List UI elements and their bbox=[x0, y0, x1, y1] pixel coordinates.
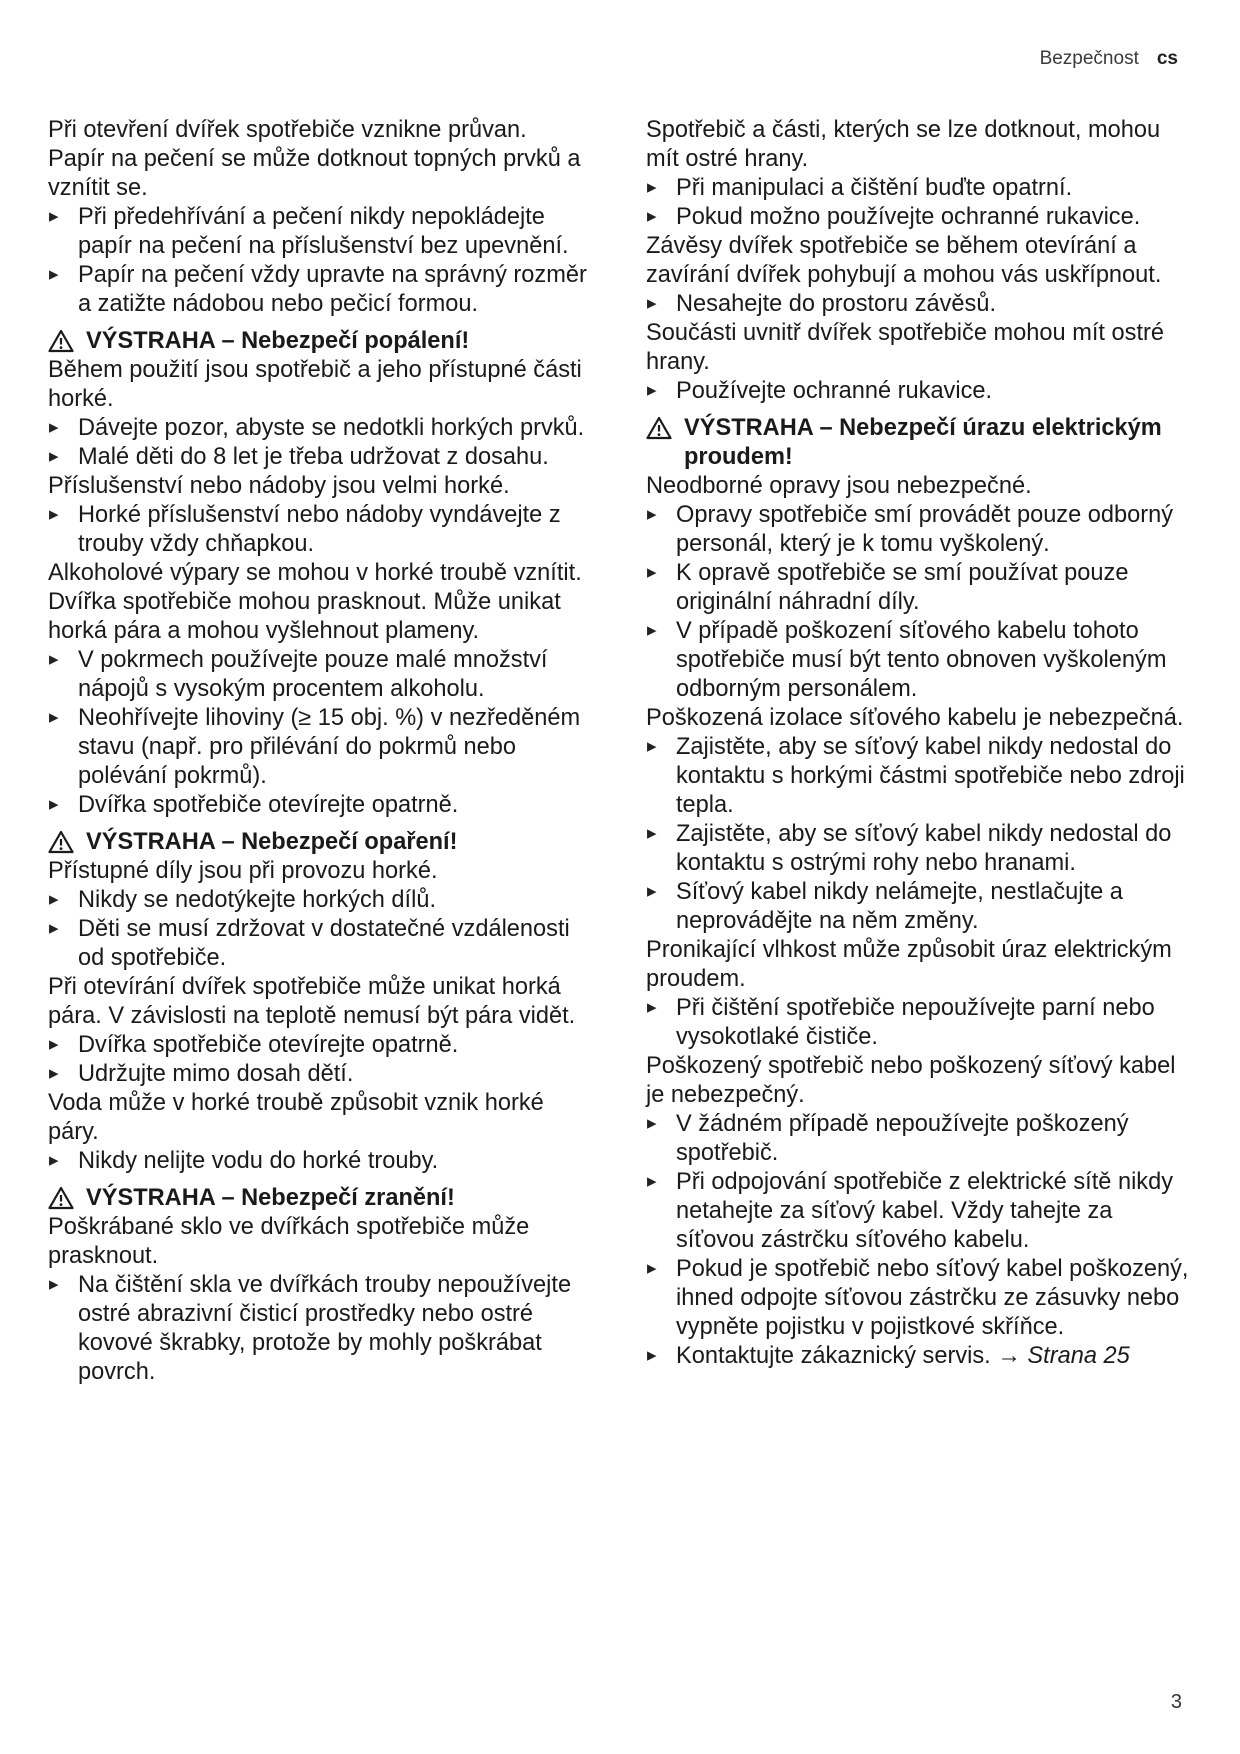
list-item bbox=[646, 1342, 1191, 1371]
warning-icon bbox=[646, 416, 672, 440]
list-item-text: Neohřívejte lihoviny (≥ 15 obj. %) v nezředěném stavu (např. pro přilévání do pokrmů nebo polévání pokrmů). bbox=[78, 705, 581, 789]
list-item-text: Nesahejte do prostoru závěsů. bbox=[676, 291, 997, 317]
paragraph: Při otevření dvířek spotřebiče vznikne průvan. Papír na pečení se může dotknout topných prvků a vznítit se. bbox=[48, 117, 581, 201]
right-column bbox=[646, 116, 1191, 1371]
list-item-text: V pokrmech používejte pouze malé množství nápojů s vysokým procentem alkoholu. bbox=[78, 647, 548, 702]
list-item bbox=[48, 501, 588, 559]
paragraph: Poškozená izolace síťového kabelu je nebezpečná. bbox=[646, 705, 1184, 731]
list-item bbox=[48, 1060, 588, 1089]
list-item bbox=[48, 1147, 588, 1176]
list-item-text: Pokud možno používejte ochranné rukavice. bbox=[676, 204, 1141, 230]
list-item-text: Udržujte mimo dosah dětí. bbox=[78, 1061, 354, 1087]
paragraph: Během použití jsou spotřebič a jeho přístupné části horké. bbox=[48, 357, 582, 412]
list-item bbox=[48, 261, 588, 319]
list-item bbox=[48, 915, 588, 973]
list-item bbox=[48, 1031, 588, 1060]
list-item-text: Zajistěte, aby se síťový kabel nikdy nedostal do kontaktu s horkými částmi spotřebiče nebo zdroji tepla. bbox=[676, 734, 1185, 818]
warning-heading-text: VÝSTRAHA – Nebezpečí zranění! bbox=[86, 1185, 455, 1211]
paragraph: Voda může v horké troubě způsobit vznik horké páry. bbox=[48, 1090, 544, 1145]
list-item bbox=[646, 203, 1191, 232]
warning-heading bbox=[48, 327, 588, 356]
list-item-text: Papír na pečení vždy upravte na správný rozměr a zatižte nádobou nebo pečicí formou. bbox=[78, 262, 587, 317]
warning-icon bbox=[48, 329, 74, 353]
list-item bbox=[646, 174, 1191, 203]
paragraph: Neodborné opravy jsou nebezpečné. bbox=[646, 473, 1032, 499]
list-item bbox=[646, 559, 1191, 617]
warning-heading bbox=[48, 1184, 588, 1213]
paragraph: Pronikající vlhkost může způsobit úraz elektrickým proudem. bbox=[646, 937, 1172, 992]
list-item-text: V žádném případě nepoužívejte poškozený spotřebič. bbox=[676, 1111, 1129, 1166]
list-item bbox=[646, 290, 1191, 319]
list-item bbox=[646, 994, 1191, 1052]
list-item-text: K opravě spotřebiče se smí používat pouze originální náhradní díly. bbox=[676, 560, 1129, 615]
list-item-text: V případě poškození síťového kabelu tohoto spotřebiče musí být tento obnoven vyškoleným odborným personálem. bbox=[676, 618, 1167, 702]
list-item-text: Při předehřívání a pečení nikdy nepokládejte papír na pečení na příslušenství bez upevnění. bbox=[78, 204, 569, 259]
list-item-text: Při manipulaci a čištění buďte opatrní. bbox=[676, 175, 1073, 201]
list-item bbox=[646, 1168, 1191, 1255]
page-reference-link[interactable]: → Strana 25 bbox=[997, 1343, 1130, 1369]
warning-heading-text: VÝSTRAHA – Nebezpečí opaření! bbox=[86, 829, 458, 855]
list-item-text: Dávejte pozor, abyste se nedotkli horkých prvků. bbox=[78, 415, 585, 441]
list-item bbox=[646, 878, 1191, 936]
list-item bbox=[646, 617, 1191, 704]
list-item-text: Malé děti do 8 let je třeba udržovat z dosahu. bbox=[78, 444, 549, 470]
list-item bbox=[646, 1110, 1191, 1168]
list-item-text: Kontaktujte zákaznický servis. bbox=[676, 1343, 991, 1369]
list-item bbox=[48, 1271, 588, 1387]
list-item bbox=[646, 733, 1191, 820]
list-item-text: Horké příslušenství nebo nádoby vyndávejte z trouby vždy chňapkou. bbox=[78, 502, 561, 557]
list-item bbox=[48, 414, 588, 443]
paragraph: Přístupné díly jsou při provozu horké. bbox=[48, 858, 438, 884]
paragraph: Příslušenství nebo nádoby jsou velmi horké. bbox=[48, 473, 510, 499]
paragraph: Spotřebič a části, kterých se lze dotknout, mohou mít ostré hrany. bbox=[646, 117, 1161, 172]
list-item bbox=[48, 791, 588, 820]
list-item bbox=[48, 203, 588, 261]
list-item-text: Při odpojování spotřebiče z elektrické sítě nikdy netahejte za síťový kabel. Vždy tahejte za síťovou zástrčku síťového kabelu. bbox=[676, 1169, 1174, 1253]
paragraph: Při otevírání dvířek spotřebiče může unikat horká pára. V závislosti na teplotě nemusí být pára vidět. bbox=[48, 974, 576, 1029]
warning-heading bbox=[646, 414, 1191, 472]
list-item-text: Zajistěte, aby se síťový kabel nikdy nedostal do kontaktu s ostrými rohy nebo hranami. bbox=[676, 821, 1172, 876]
list-item-text: Dvířka spotřebiče otevírejte opatrně. bbox=[78, 792, 459, 818]
paragraph: Poškozený spotřebič nebo poškozený síťový kabel je nebezpečný. bbox=[646, 1053, 1176, 1108]
list-item bbox=[48, 886, 588, 915]
list-item bbox=[646, 1255, 1191, 1342]
list-item bbox=[646, 501, 1191, 559]
page-header bbox=[1040, 48, 1178, 70]
list-item-text: Na čištění skla ve dvířkách trouby nepoužívejte ostré abrazivní čisticí prostředky nebo ostré kovové škrabky, protože by mohly poškrábat povrch. bbox=[78, 1272, 572, 1385]
list-item bbox=[646, 820, 1191, 878]
list-item-text: Nikdy nelijte vodu do horké trouby. bbox=[78, 1148, 439, 1174]
paragraph: Součásti uvnitř dvířek spotřebiče mohou mít ostré hrany. bbox=[646, 320, 1164, 375]
list-item bbox=[48, 704, 588, 791]
list-item-text: Děti se musí zdržovat v dostatečné vzdálenosti od spotřebiče. bbox=[78, 916, 570, 971]
warning-heading bbox=[48, 828, 588, 857]
section-title: Bezpečnost bbox=[1039, 48, 1139, 69]
list-item-text: Pokud je spotřebič nebo síťový kabel poškozený, ihned odpojte síťovou zástrčku ze zásuvky nebo vypněte pojistku v pojistkové skříňce. bbox=[676, 1256, 1189, 1340]
page-number: 3 bbox=[1170, 1691, 1182, 1713]
list-item bbox=[48, 443, 588, 472]
list-item bbox=[48, 646, 588, 704]
warning-heading-text: VÝSTRAHA – Nebezpečí úrazu elektrickým proudem! bbox=[684, 415, 1162, 470]
paragraph: Závěsy dvířek spotřebiče se během otevírání a zavírání dvířek pohybují a mohou vás uskřípnout. bbox=[646, 233, 1162, 288]
warning-heading-text: VÝSTRAHA – Nebezpečí popálení! bbox=[86, 328, 470, 354]
warning-icon bbox=[48, 830, 74, 854]
warning-icon bbox=[48, 1186, 74, 1210]
left-column bbox=[48, 116, 588, 1387]
list-item bbox=[646, 377, 1191, 406]
language-code: cs bbox=[1156, 48, 1178, 69]
list-item-text: Opravy spotřebiče smí provádět pouze odborný personál, který je k tomu vyškolený. bbox=[676, 502, 1174, 557]
list-item-text: Používejte ochranné rukavice. bbox=[676, 378, 993, 404]
list-item-text: Při čištění spotřebiče nepoužívejte parní nebo vysokotlaké čističe. bbox=[676, 995, 1155, 1050]
paragraph: Alkoholové výpary se mohou v horké troubě vznítit. Dvířka spotřebiče mohou prasknout. Může unikat horká pára a mohou vyšlehnout plameny. bbox=[48, 560, 582, 644]
list-item-text: Nikdy se nedotýkejte horkých dílů. bbox=[78, 887, 437, 913]
list-item-text: Síťový kabel nikdy nelámejte, nestlačujte a neprovádějte na něm změny. bbox=[676, 879, 1123, 934]
list-item-text: Dvířka spotřebiče otevírejte opatrně. bbox=[78, 1032, 459, 1058]
paragraph: Poškrábané sklo ve dvířkách spotřebiče může prasknout. bbox=[48, 1214, 530, 1269]
